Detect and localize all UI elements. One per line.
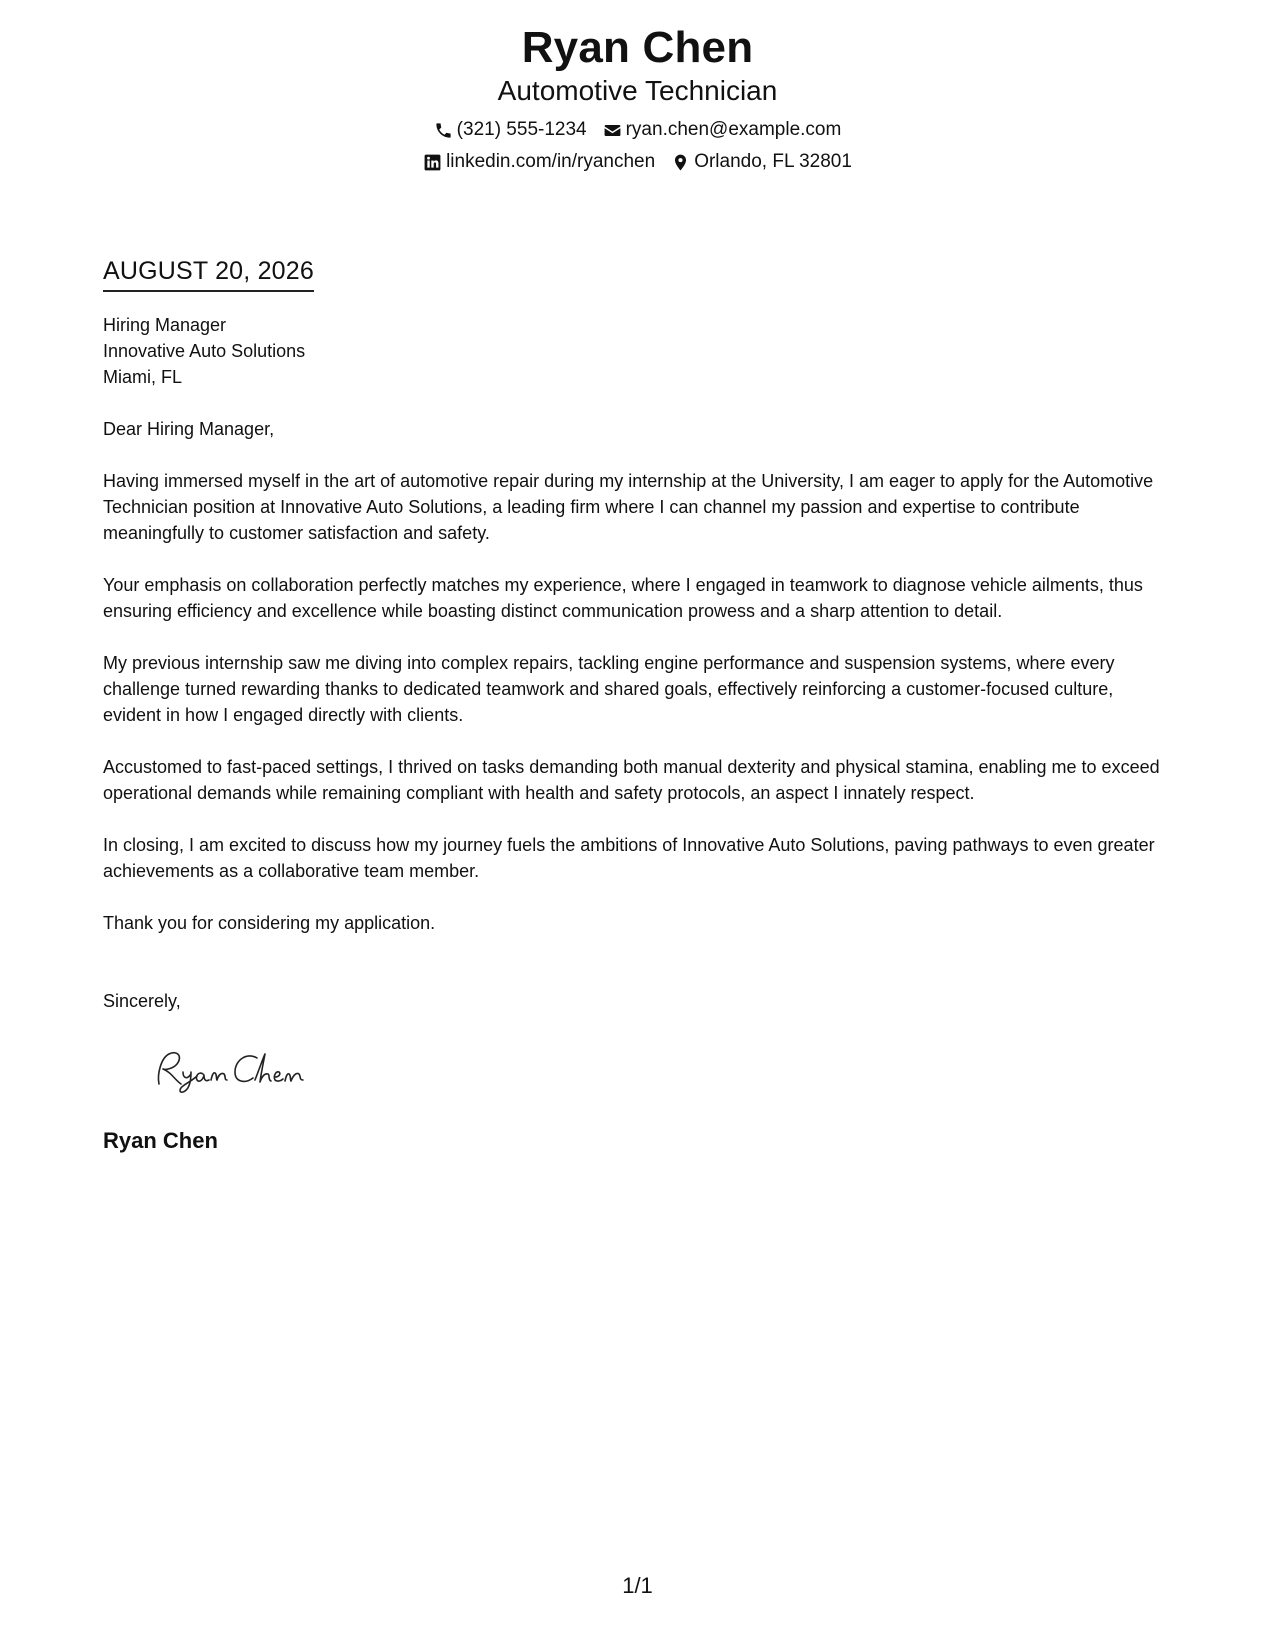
letter-header bbox=[0, 22, 1275, 174]
body-paragraph: Thank you for considering my application. bbox=[103, 913, 436, 933]
signer-name: Ryan Chen bbox=[103, 1128, 218, 1153]
salutation: Dear Hiring Manager, bbox=[103, 419, 275, 439]
signature-image bbox=[147, 1044, 327, 1096]
recipient-line: Innovative Auto Solutions bbox=[103, 341, 306, 361]
body-paragraph: Your emphasis on collaboration perfectly matches my experience, where I engaged in teamwork to diagnose vehicle ailments, thus ensuring efficiency and excellence while boasting distinct communication prowess and a sharp attention to detail. bbox=[103, 575, 1143, 621]
linkedin-text[interactable]: linkedin.com/in/ryanchen bbox=[446, 151, 656, 172]
recipient-line: Hiring Manager bbox=[103, 315, 227, 335]
location-text: Orlando, FL 32801 bbox=[694, 151, 852, 172]
contact-location bbox=[671, 150, 852, 174]
phone-icon bbox=[434, 121, 453, 140]
letter-body bbox=[103, 256, 1173, 1155]
contact-row-1 bbox=[0, 118, 1275, 142]
recipient-line: Miami, FL bbox=[103, 367, 183, 387]
applicant-title: Automotive Technician bbox=[497, 75, 778, 106]
map-pin-icon bbox=[671, 153, 690, 172]
body-paragraph: Accustomed to fast-paced settings, I thrived on tasks demanding both manual dexterity and physical stamina, enabling me to exceed operational demands while remaining compliant with health and safety protocols, an aspect I innately respect. bbox=[103, 757, 1160, 803]
contact-email[interactable] bbox=[603, 118, 842, 142]
linkedin-icon bbox=[423, 153, 442, 172]
contact-phone bbox=[434, 118, 587, 142]
letter-date: AUGUST 20, 2026 bbox=[103, 256, 314, 292]
applicant-name: Ryan Chen bbox=[521, 23, 754, 72]
page-number: 1/1 bbox=[622, 1573, 653, 1598]
body-paragraph: In closing, I am excited to discuss how my journey fuels the ambitions of Innovative Auto Solutions, paving pathways to even greater achievements as a collaborative team member. bbox=[103, 835, 1155, 881]
contact-linkedin[interactable] bbox=[423, 150, 655, 174]
body-paragraph: Having immersed myself in the art of automotive repair during my internship at the University, I am eager to apply for the Automotive Technician position at Innovative Auto Solutions, a leading firm where I can channel my passion and expertise to contribute meaningfully to customer satisfaction and safety. bbox=[103, 471, 1154, 543]
closing: Sincerely, bbox=[103, 991, 181, 1011]
contact-row-2 bbox=[0, 150, 1275, 174]
recipient-block bbox=[103, 312, 1173, 390]
body-paragraph: My previous internship saw me diving into complex repairs, tackling engine performance and suspension systems, where every challenge turned rewarding thanks to dedicated teamwork and shared goals, effectively reinforcing a customer-focused culture, evident in how I engaged directly with clients. bbox=[103, 653, 1115, 725]
phone-text: (321) 555-1234 bbox=[456, 119, 587, 140]
envelope-icon bbox=[603, 121, 622, 140]
email-text[interactable]: ryan.chen@example.com bbox=[625, 119, 842, 140]
